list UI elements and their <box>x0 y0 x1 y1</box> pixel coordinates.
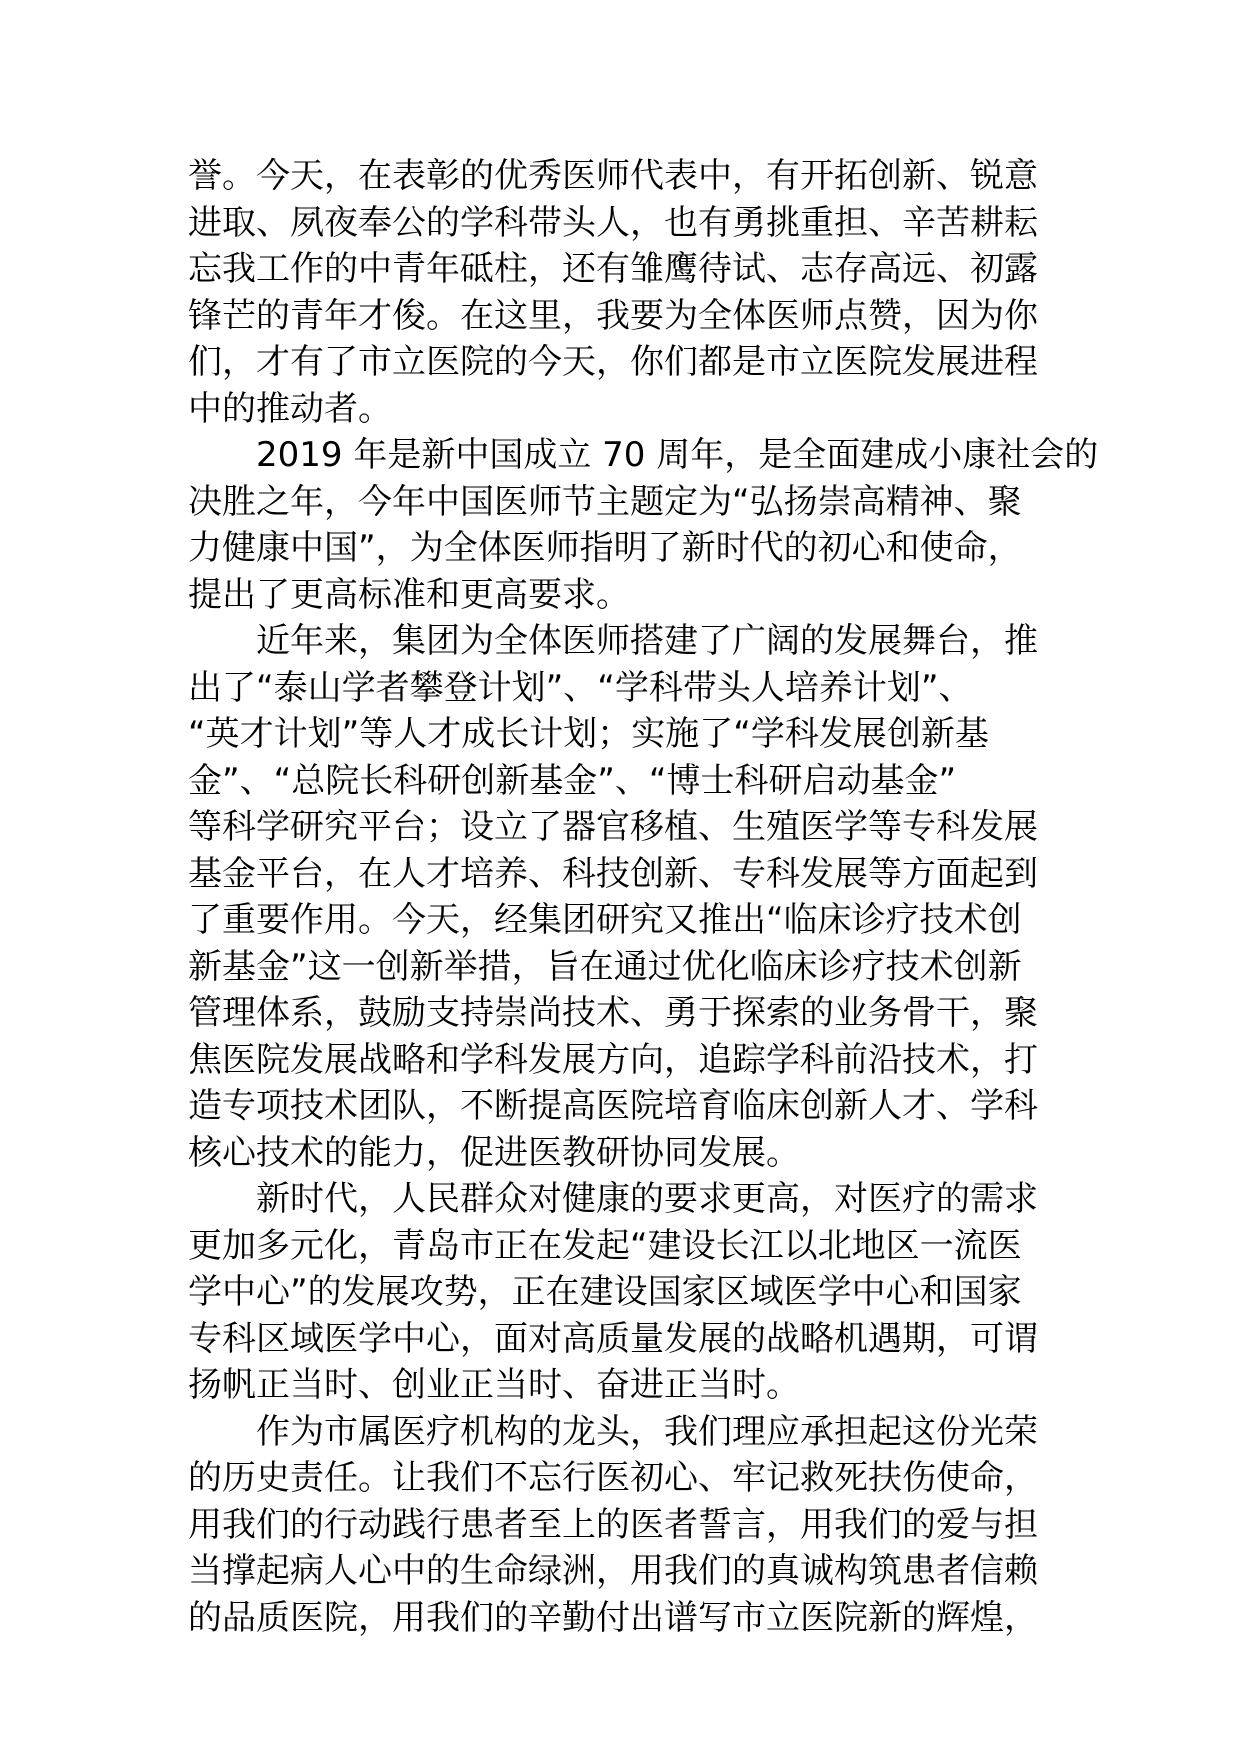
text-line: 造专项技术团队，不断提高医院培育临床创新人才、学科 <box>188 1086 1038 1126</box>
text-line: 了重要作用。今天，经集团研究又推出“临床诊疗技术创 <box>188 900 1022 940</box>
text-line: 作为市属医疗机构的龙头，我们理应承担起这份光荣 <box>256 1411 1038 1452</box>
text-line: 近年来，集团为全体医师搭建了广阔的发展舞台，推 <box>256 621 1038 661</box>
text-line: 决胜之年，今年中国医师节主题定为“弘扬崇高精神、聚 <box>188 481 1022 522</box>
text-line: 2019 年是新中国成立 70 周年，是全面建成小康社会的 <box>256 435 1099 475</box>
paragraph <box>188 1176 1058 1409</box>
text-line: 学中心”的发展攻势，正在建设国家区域医学中心和国家 <box>188 1272 1022 1312</box>
text-line: 用我们的行动践行患者至上的医者誓言，用我们的爱与担 <box>188 1504 1038 1545</box>
text-line: 出了“泰山学者攀登计划”、“学科带头人培养计划”、 <box>188 667 973 708</box>
document-body <box>188 153 1099 1641</box>
text-line: 进取、夙夜奉公的学科带头人，也有勇挑重担、辛苦耕耘 <box>188 202 1038 243</box>
text-line: 誉。今天，在表彰的优秀医师代表中，有开拓创新、锐意 <box>188 156 1038 196</box>
text-line: 当撑起病人心中的生命绿洲，用我们的真诚构筑患者信赖 <box>188 1551 1038 1591</box>
text-line: 提出了更高标准和更高要求。 <box>188 574 630 615</box>
paragraph <box>188 618 1058 1176</box>
text-line: 力健康中国”，为全体医师指明了新时代的初心和使命， <box>188 528 1022 568</box>
text-line: 等科学研究平台；设立了器官移植、生殖医学等专科发展 <box>188 807 1038 847</box>
text-line: 的历史责任。让我们不忘行医初心、牢记救死扶伤使命， <box>188 1458 1038 1498</box>
text-line: 更加多元化，青岛市正在发起“建设长江以北地区一流医 <box>188 1225 1022 1266</box>
paragraph <box>188 153 1058 432</box>
paragraph <box>188 1409 1058 1642</box>
text-line: 忘我工作的中青年砥柱，还有雏鹰待试、志存高远、初露 <box>188 249 1038 289</box>
text-line: 管理体系，鼓励支持崇尚技术、勇于探索的业务骨干，聚 <box>188 993 1038 1033</box>
paragraph <box>188 432 1099 618</box>
text-line: 基金平台，在人才培养、科技创新、专科发展等方面起到 <box>188 853 1038 894</box>
text-line: 金”、“总院长科研创新基金”、“博士科研启动基金” <box>188 760 957 801</box>
text-line: 焦医院发展战略和学科发展方向，追踪学科前沿技术，打 <box>188 1039 1038 1080</box>
text-line: 专科区域医学中心，面对高质量发展的战略机遇期，可谓 <box>188 1318 1038 1359</box>
text-line: 的品质医院，用我们的辛勤付出谱写市立医院新的辉煌， <box>188 1597 1038 1638</box>
text-line: 中的推动者。 <box>188 388 392 429</box>
text-line: 新基金”这一创新举措，旨在通过优化临床诊疗技术创新 <box>188 946 1022 987</box>
text-line: 新时代，人民群众对健康的要求更高，对医疗的需求 <box>256 1179 1038 1219</box>
text-line: “英才计划”等人才成长计划；实施了“学科发展创新基 <box>188 714 989 754</box>
text-line: 核心技术的能力，促进医教研协同发展。 <box>188 1132 800 1173</box>
text-line: 扬帆正当时、创业正当时、奋进正当时。 <box>188 1365 800 1405</box>
text-line: 锋芒的青年才俊。在这里，我要为全体医师点赞，因为你 <box>188 295 1038 336</box>
text-line: 们，才有了市立医院的今天，你们都是市立医院发展进程 <box>188 342 1038 382</box>
